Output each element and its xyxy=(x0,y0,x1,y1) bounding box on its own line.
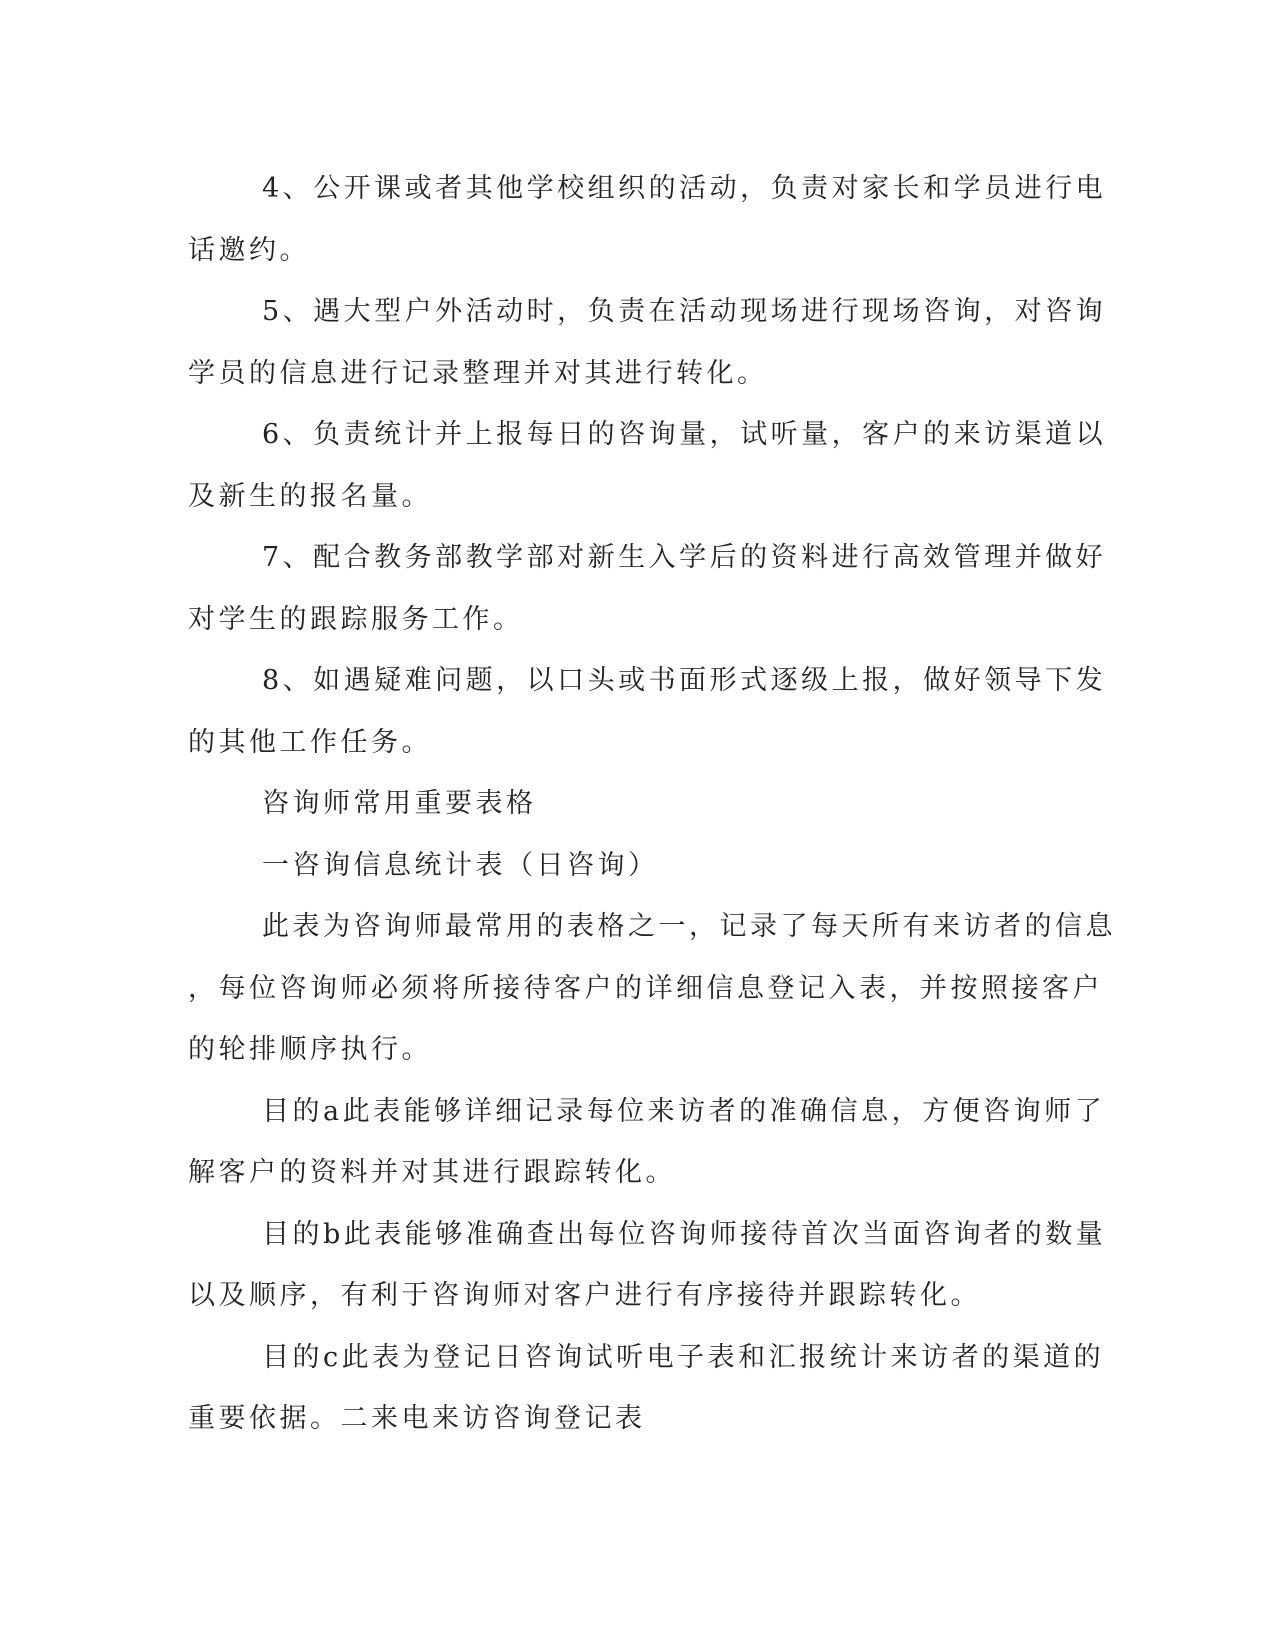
subsection-heading-daily-form xyxy=(188,835,1068,897)
text-line: 的其他工作任务。 xyxy=(188,726,432,758)
text-line: 6、负责统计并上报每日的咨询量，试听量，客户的来访渠道以 xyxy=(262,419,1107,450)
text-line: 7、配合教务部教学部对新生入学后的资料进行高效管理并做好 xyxy=(262,542,1107,573)
paragraph-duty-7 xyxy=(188,527,1107,650)
text-line: 以及顺序，有利于咨询师对客户进行有序接待并跟踪转化。 xyxy=(188,1280,981,1311)
text-line: 及新生的报名量。 xyxy=(188,480,432,512)
text-line: 8、如遇疑难问题，以口头或书面形式逐级上报，做好领导下发 xyxy=(262,665,1107,696)
paragraph-purpose-c xyxy=(188,1327,1105,1450)
text-line: 话邀约。 xyxy=(188,234,310,266)
paragraph-duty-6 xyxy=(188,404,1107,527)
text-line: 学员的信息进行记录整理并对其进行转化。 xyxy=(188,357,768,389)
paragraph-duty-8 xyxy=(188,650,1107,773)
text-line: 目的c此表为登记日咨询试听电子表和汇报统计来访者的渠道的 xyxy=(262,1341,1105,1373)
document-body xyxy=(188,158,1116,1450)
text-line: 此表为咨询师最常用的表格之一，记录了每天所有来访者的信息 xyxy=(262,911,1116,942)
heading-line: 咨询师常用重要表格 xyxy=(262,788,537,819)
text-line: 的轮排顺序执行。 xyxy=(188,1034,432,1065)
paragraph-purpose-a xyxy=(188,1081,1106,1204)
text-line: 目的a此表能够详细记录每位来访者的准确信息，方便咨询师了 xyxy=(262,1095,1106,1127)
text-line: 对学生的跟踪服务工作。 xyxy=(188,603,524,635)
paragraph-purpose-b xyxy=(188,1204,1107,1327)
text-line: ，每位咨询师必须将所接待客户的详细信息登记入表，并按照接客户 xyxy=(188,972,1103,1004)
heading-line: 一咨询信息统计表（日咨询） xyxy=(262,849,659,881)
paragraph-duty-5 xyxy=(188,281,1107,404)
text-line: 目的b此表能够准确查出每位咨询师接待首次当面咨询者的数量 xyxy=(262,1218,1107,1250)
text-line: 5、遇大型户外活动时，负责在活动现场进行现场咨询，对咨询 xyxy=(262,296,1107,327)
paragraph-duty-4 xyxy=(188,158,1107,281)
text-line: 4、公开课或者其他学校组织的活动，负责对家长和学员进行电 xyxy=(262,173,1107,204)
text-line: 解客户的资料并对其进行跟踪转化。 xyxy=(188,1157,676,1188)
paragraph-form-description xyxy=(188,896,1116,1081)
section-heading-forms xyxy=(188,773,1068,835)
text-line: 重要依据。二来电来访咨询登记表 xyxy=(188,1403,646,1434)
